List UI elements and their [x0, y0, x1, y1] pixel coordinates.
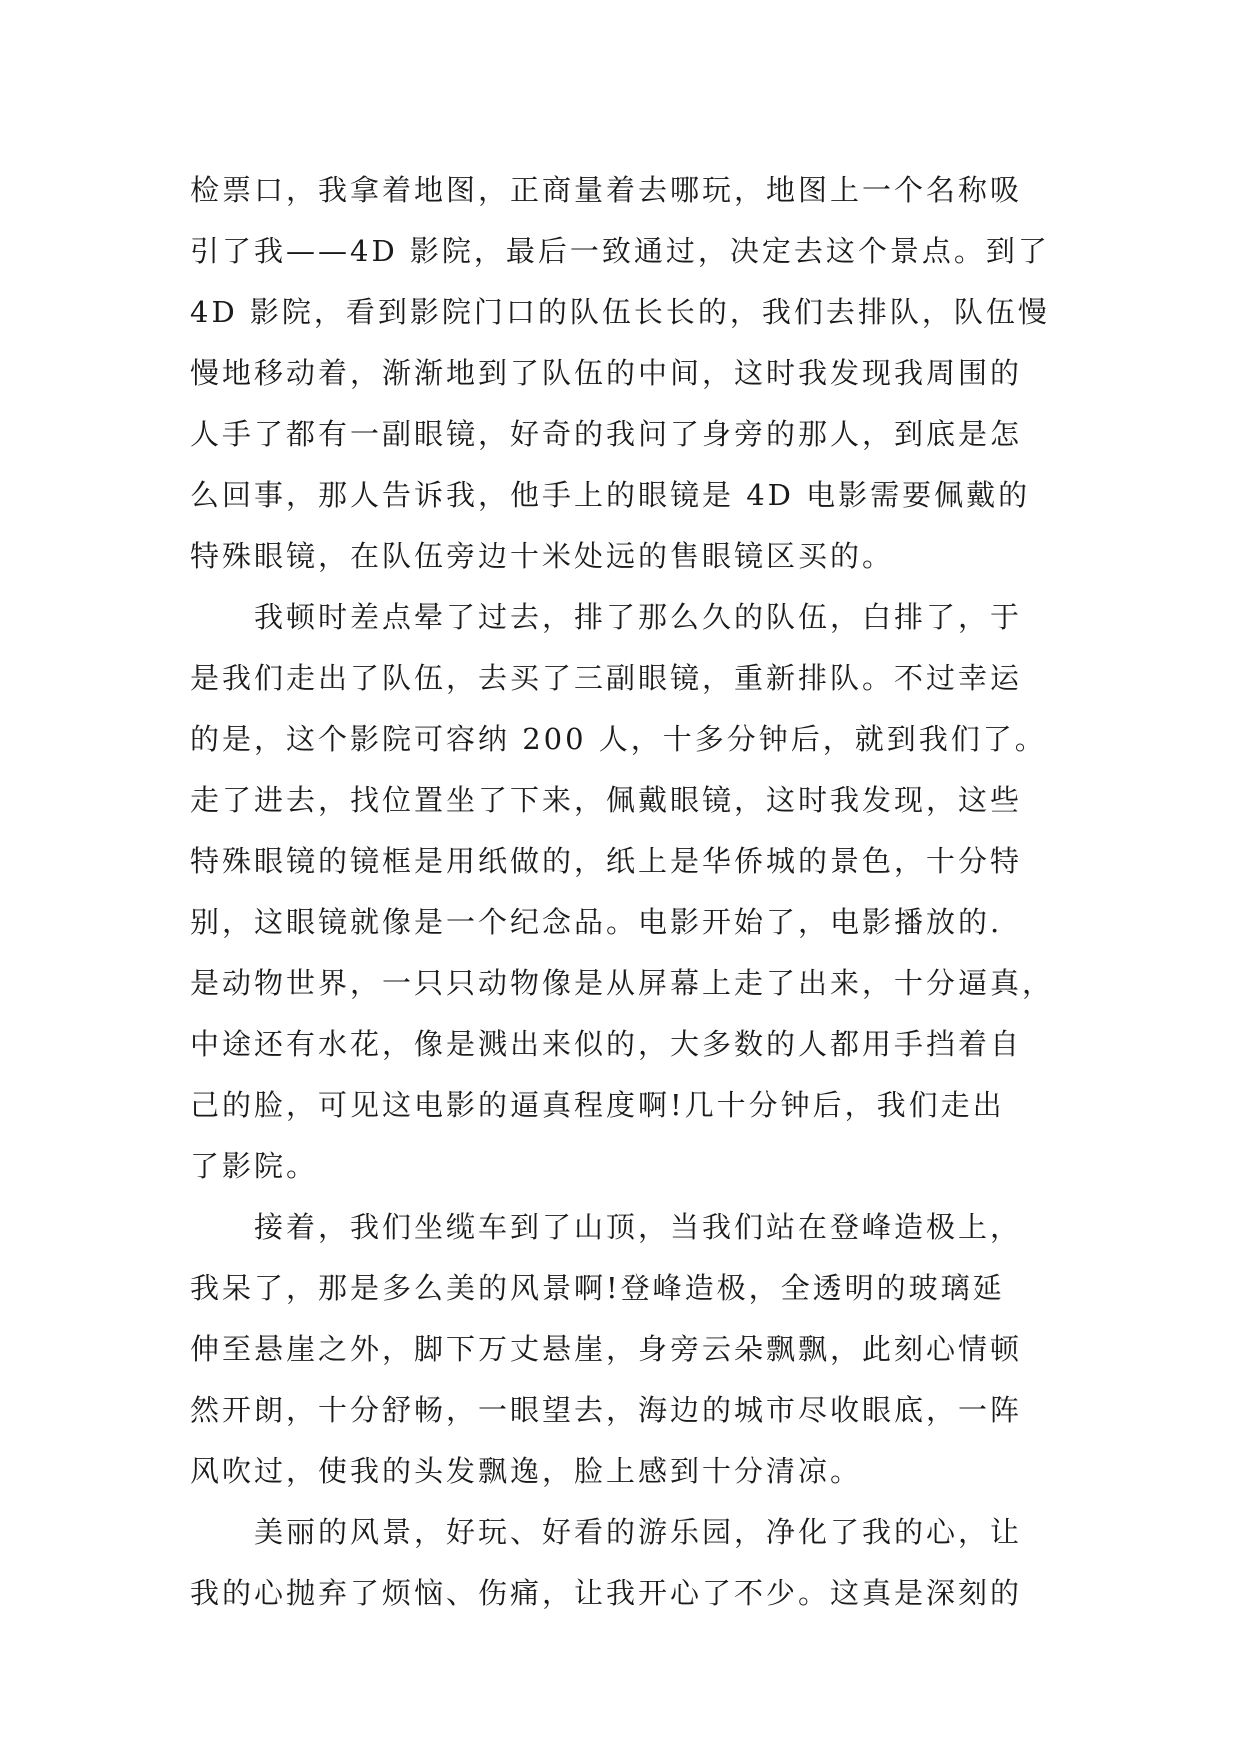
text-line: 特殊眼镜，在队伍旁边十米处远的售眼镜区买的。 [190, 539, 895, 573]
text-line: 是我们走出了队伍，去买了三副眼镜，重新排队。不过幸运 [190, 661, 1023, 695]
text-line: 接着，我们坐缆车到了山顶，当我们站在登峰造极上， [254, 1210, 1023, 1244]
paragraph-3 [190, 1197, 1090, 1502]
text-line: 然开朗，十分舒畅，一眼望去，海边的城市尽收眼底，一阵 [190, 1393, 1023, 1427]
paragraph-2 [190, 587, 1090, 1197]
text-line: 己的脸，可见这电影的逼真程度啊!几十分钟后，我们走出 [190, 1088, 1005, 1122]
text-line: 人手了都有一副眼镜，好奇的我问了身旁的那人，到底是怎 [190, 417, 1023, 451]
text-line: 我的心抛弃了烦恼、伤痛，让我开心了不少。这真是深刻的 [190, 1576, 1023, 1610]
text-line: 伸至悬崖之外，脚下万丈悬崖，身旁云朵飘飘，此刻心情顿 [190, 1332, 1023, 1366]
text-line: 我顿时差点晕了过去，排了那么久的队伍，白排了，于 [254, 600, 1023, 634]
text-line: 中途还有水花，像是溅出来似的，大多数的人都用手挡着自 [190, 1027, 1023, 1061]
body-text [190, 160, 1090, 1624]
text-line: 么回事，那人告诉我，他手上的眼镜是 4D 电影需要佩戴的 [190, 478, 1031, 512]
text-line: 特殊眼镜的镜框是用纸做的，纸上是华侨城的景色，十分特 [190, 844, 1023, 878]
paragraph-4 [190, 1502, 1090, 1624]
text-line: 别，这眼镜就像是一个纪念品。电影开始了，电影播放的. [190, 905, 1003, 939]
text-line: 引了我——4D 影院，最后一致通过，决定去这个景点。到了 [190, 234, 1050, 268]
text-line: 慢地移动着，渐渐地到了队伍的中间，这时我发现我周围的 [190, 356, 1023, 390]
paragraph-1 [190, 160, 1090, 587]
text-line: 美丽的风景，好玩、好看的游乐园，净化了我的心，让 [254, 1515, 1023, 1549]
text-line: 我呆了，那是多么美的风景啊!登峰造极，全透明的玻璃延 [190, 1271, 1005, 1305]
text-line: 走了进去，找位置坐了下来，佩戴眼镜，这时我发现，这些 [190, 783, 1023, 817]
text-line: 4D 影院，看到影院门口的队伍长长的，我们去排队，队伍慢 [190, 295, 1050, 329]
text-line: 风吹过，使我的头发飘逸，脸上感到十分清凉。 [190, 1454, 863, 1488]
text-line: 检票口，我拿着地图，正商量着去哪玩，地图上一个名称吸 [190, 173, 1023, 207]
text-line: 的是，这个影院可容纳 200 人，十多分钟后，就到我们了。 [190, 722, 1047, 756]
text-line: 是动物世界，一只只动物像是从屏幕上走了出来，十分逼真， [190, 966, 1055, 1000]
text-line: 了影院。 [190, 1149, 319, 1183]
